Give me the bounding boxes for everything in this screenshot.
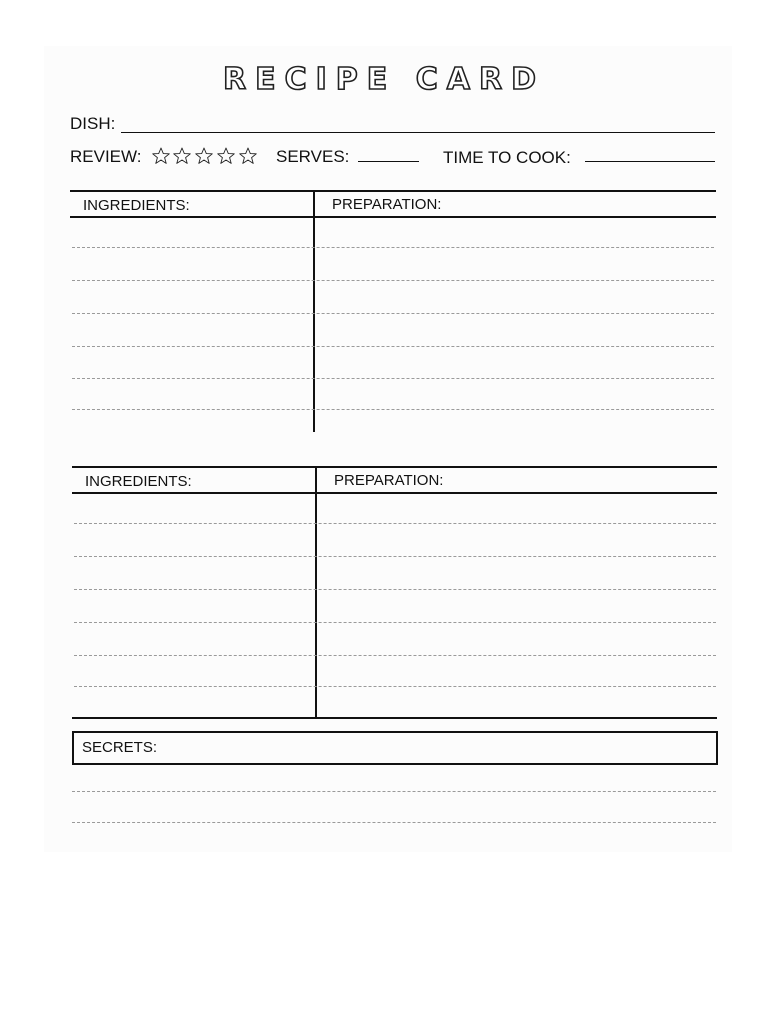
section-header-rule bbox=[70, 216, 716, 218]
writing-line[interactable] bbox=[72, 280, 714, 281]
review-stars[interactable] bbox=[151, 146, 259, 166]
column-divider bbox=[315, 467, 317, 718]
writing-line[interactable] bbox=[72, 346, 714, 347]
writing-line[interactable] bbox=[72, 791, 716, 792]
serves-field[interactable] bbox=[358, 161, 419, 162]
writing-line[interactable] bbox=[74, 655, 716, 656]
writing-line[interactable] bbox=[74, 523, 716, 524]
writing-line[interactable] bbox=[74, 622, 716, 623]
section-top-rule bbox=[70, 190, 716, 192]
time-to-cook-label: TIME TO COOK: bbox=[443, 148, 571, 167]
secrets-label: SECRETS: bbox=[82, 739, 158, 756]
dish-label: DISH: bbox=[70, 114, 116, 133]
review-label: REVIEW: bbox=[70, 147, 142, 166]
writing-line[interactable] bbox=[72, 378, 714, 379]
ingredients-label: INGREDIENTS: bbox=[85, 473, 192, 490]
writing-line[interactable] bbox=[74, 589, 716, 590]
star-outline-icon bbox=[151, 146, 259, 166]
writing-line[interactable] bbox=[72, 822, 716, 823]
writing-line[interactable] bbox=[72, 313, 714, 314]
section-bottom-rule bbox=[72, 717, 717, 719]
dish-field[interactable] bbox=[121, 132, 715, 133]
column-divider bbox=[313, 191, 315, 432]
section-header-rule bbox=[72, 492, 717, 494]
writing-line[interactable] bbox=[72, 409, 714, 410]
page-title: RECIPE CARD bbox=[223, 62, 545, 97]
time-to-cook-field[interactable] bbox=[585, 161, 715, 162]
preparation-label: PREPARATION: bbox=[334, 472, 444, 489]
writing-line[interactable] bbox=[72, 247, 714, 248]
ingredients-label: INGREDIENTS: bbox=[83, 197, 190, 214]
writing-line[interactable] bbox=[74, 686, 716, 687]
writing-line[interactable] bbox=[74, 556, 716, 557]
secrets-box bbox=[72, 731, 718, 765]
preparation-label: PREPARATION: bbox=[332, 196, 442, 213]
serves-label: SERVES: bbox=[276, 147, 350, 166]
section-top-rule bbox=[72, 466, 717, 468]
